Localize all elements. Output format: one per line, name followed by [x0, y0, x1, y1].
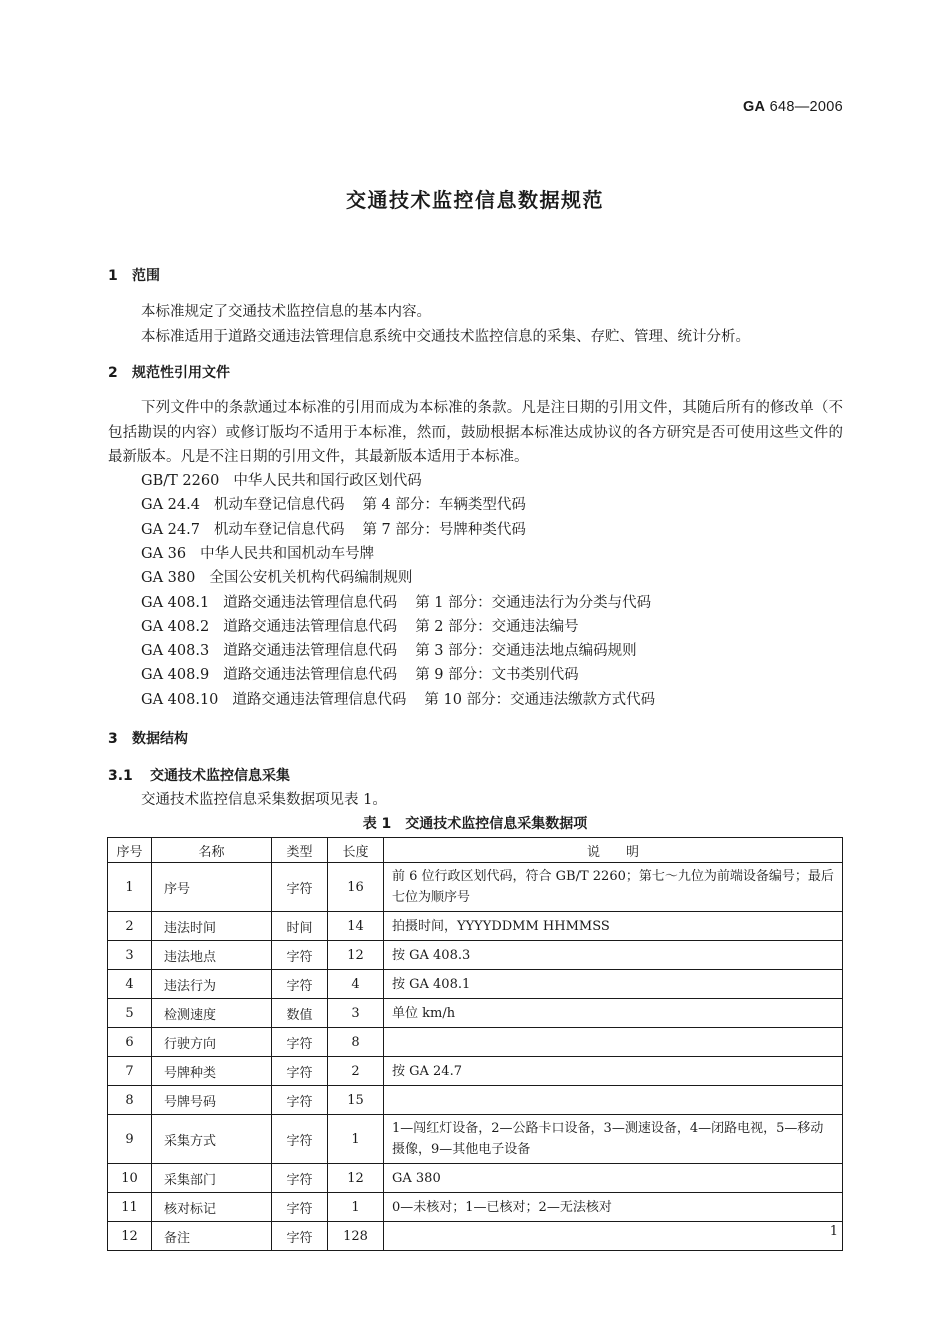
reference-part: 第 4 部分：车辆类型代码	[362, 497, 526, 514]
document-code-prefix: GA	[742, 99, 766, 115]
section-title: 交通技术监控信息采集	[150, 768, 290, 784]
cell-length: 4	[328, 970, 384, 999]
column-header-no: 序号	[108, 838, 152, 863]
cell-length: 2	[328, 1057, 384, 1086]
cell-name: 号牌种类	[152, 1057, 272, 1086]
table-row	[108, 1057, 843, 1086]
reference-title: 道路交通违法管理信息代码	[223, 618, 398, 635]
cell-number: 1	[108, 863, 152, 912]
reference-item	[141, 542, 374, 563]
cell-number: 11	[108, 1193, 152, 1222]
reference-item	[141, 469, 422, 490]
reference-item	[141, 518, 526, 539]
reference-code: GA 408.10	[141, 691, 219, 708]
reference-title: 机动车登记信息代码	[213, 497, 345, 514]
cell-description	[384, 1028, 843, 1057]
cell-type: 字符	[272, 1164, 328, 1193]
cell-name: 违法行为	[152, 970, 272, 999]
cell-type: 字符	[272, 1193, 328, 1222]
cell-name: 采集方式	[152, 1115, 272, 1164]
cell-type: 数值	[272, 999, 328, 1028]
cell-name: 号牌号码	[152, 1086, 272, 1115]
cell-description: 1—闯红灯设备，2—公路卡口设备，3—测速设备，4—闭路电视，5—移动摄像，9—其他电子设备	[384, 1115, 843, 1164]
reference-item	[141, 591, 651, 612]
section-title: 数据结构	[132, 731, 188, 747]
cell-number: 7	[108, 1057, 152, 1086]
cell-description: 前 6 位行政区划代码，符合 GB/T 2260；第七～九位为前端设备编号；最后七位为顺序号	[384, 863, 843, 912]
section-title: 规范性引用文件	[132, 365, 230, 381]
table-row	[108, 912, 843, 941]
cell-type: 字符	[272, 863, 328, 912]
section-number: 2	[108, 365, 118, 381]
cell-length: 14	[328, 912, 384, 941]
cell-description	[384, 1086, 843, 1115]
reference-title: 机动车登记信息代码	[213, 521, 345, 538]
reference-code: GA 408.2	[141, 618, 210, 635]
cell-length: 16	[328, 863, 384, 912]
cell-type: 字符	[272, 970, 328, 999]
cell-name: 备注	[152, 1222, 272, 1251]
reference-part: 第 7 部分：号牌种类代码	[362, 521, 526, 538]
reference-part: 第 1 部分：交通违法行为分类与代码	[415, 594, 652, 611]
reference-title: 道路交通违法管理信息代码	[223, 643, 398, 660]
reference-code: GA 24.4	[141, 497, 200, 514]
cell-name: 采集部门	[152, 1164, 272, 1193]
page-title: 交通技术监控信息数据规范	[346, 188, 604, 212]
reference-code: GA 380	[141, 570, 196, 587]
cell-name: 检测速度	[152, 999, 272, 1028]
cell-description: 单位 km/h	[384, 999, 843, 1028]
page-number: 1	[829, 1224, 838, 1239]
table-row	[108, 941, 843, 970]
cell-name: 违法地点	[152, 941, 272, 970]
cell-length: 12	[328, 941, 384, 970]
table-row	[108, 1086, 843, 1115]
reference-code: GA 408.1	[141, 594, 210, 611]
section-2-heading	[108, 362, 230, 382]
reference-title: 道路交通违法管理信息代码	[223, 667, 398, 684]
reference-item	[141, 615, 579, 636]
cell-type: 字符	[272, 1086, 328, 1115]
reference-title: 道路交通违法管理信息代码	[232, 691, 407, 708]
reference-part: 第 10 部分：交通违法缴款方式代码	[424, 691, 656, 708]
table-row	[108, 1193, 843, 1222]
reference-code: GB/T 2260	[141, 473, 220, 489]
data-items-table	[107, 837, 843, 1251]
cell-number: 8	[108, 1086, 152, 1115]
cell-number: 12	[108, 1222, 152, 1251]
reference-code: GA 36	[141, 545, 187, 562]
table-row	[108, 1222, 843, 1251]
cell-length: 8	[328, 1028, 384, 1057]
cell-type: 字符	[272, 1057, 328, 1086]
cell-description: 按 GA 408.1	[384, 970, 843, 999]
section-number: 3.1	[108, 768, 133, 784]
section-3-1-heading	[108, 765, 290, 785]
cell-length: 12	[328, 1164, 384, 1193]
reference-code: GA 408.3	[141, 643, 210, 660]
table-row	[108, 863, 843, 912]
cell-description: 按 GA 24.7	[384, 1057, 843, 1086]
document-code-number: 648—2006	[765, 99, 843, 115]
section-title: 范围	[132, 268, 160, 284]
cell-description: 拍摄时间，YYYYDDMM HHMMSS	[384, 912, 843, 941]
reference-item	[141, 493, 526, 514]
reference-code: GA 408.9	[141, 667, 210, 684]
cell-number: 5	[108, 999, 152, 1028]
document-code	[743, 99, 843, 115]
reference-part: 第 3 部分：交通违法地点编码规则	[415, 643, 637, 660]
cell-name: 核对标记	[152, 1193, 272, 1222]
cell-number: 10	[108, 1164, 152, 1193]
reference-item	[141, 566, 412, 587]
cell-number: 6	[108, 1028, 152, 1057]
reference-title: 道路交通违法管理信息代码	[223, 594, 398, 611]
table-row	[108, 1028, 843, 1057]
cell-number: 2	[108, 912, 152, 941]
section-3-heading	[108, 728, 188, 748]
reference-item	[141, 639, 637, 660]
cell-type: 字符	[272, 941, 328, 970]
table-header-row	[108, 838, 843, 863]
section-1-heading	[108, 265, 160, 285]
reference-code: GA 24.7	[141, 521, 200, 538]
reference-title: 中华人民共和国行政区划代码	[233, 473, 422, 489]
cell-name: 行驶方向	[152, 1028, 272, 1057]
reference-item	[141, 663, 579, 684]
table-row	[108, 1164, 843, 1193]
reference-part: 第 9 部分：文书类别代码	[415, 667, 579, 684]
table-row	[108, 999, 843, 1028]
references-intro: 下列文件中的条款通过本标准的引用而成为本标准的条款。凡是注日期的引用文件，其随后所有的修改单（不包括勘误的内容）或修订版均不适用于本标准，然而，鼓励根据本标准达成协议的各方研究是否可使用这些文件的最新版本。凡是不注日期的引用文件，其最新版本适用于本标准。	[108, 400, 843, 465]
table-caption: 表 1 交通技术监控信息采集数据项	[362, 816, 588, 832]
table-reference-text: 交通技术监控信息采集数据项见表 1。	[141, 792, 387, 808]
cell-type: 时间	[272, 912, 328, 941]
cell-description: 按 GA 408.3	[384, 941, 843, 970]
section-number: 1	[108, 268, 118, 284]
cell-length: 1	[328, 1115, 384, 1164]
scope-paragraph: 本标准适用于道路交通违法管理信息系统中交通技术监控信息的采集、存贮、管理、统计分析。	[141, 329, 750, 345]
reference-item	[141, 688, 655, 709]
column-header-length: 长度	[328, 838, 384, 863]
reference-title: 全国公安机关机构代码编制规则	[209, 570, 413, 587]
column-header-type: 类型	[272, 838, 328, 863]
cell-number: 4	[108, 970, 152, 999]
cell-number: 3	[108, 941, 152, 970]
cell-length: 3	[328, 999, 384, 1028]
cell-type: 字符	[272, 1115, 328, 1164]
cell-length: 1	[328, 1193, 384, 1222]
table-row	[108, 1115, 843, 1164]
reference-title: 中华人民共和国机动车号牌	[200, 545, 375, 562]
cell-name: 序号	[152, 863, 272, 912]
reference-part: 第 2 部分：交通违法编号	[415, 618, 579, 635]
column-header-name: 名称	[152, 838, 272, 863]
cell-length: 15	[328, 1086, 384, 1115]
scope-paragraph: 本标准规定了交通技术监控信息的基本内容。	[141, 304, 431, 320]
cell-description: GA 380	[384, 1164, 843, 1193]
section-number: 3	[108, 731, 118, 747]
cell-type: 字符	[272, 1028, 328, 1057]
cell-length: 128	[328, 1222, 384, 1251]
cell-number: 9	[108, 1115, 152, 1164]
cell-type: 字符	[272, 1222, 328, 1251]
cell-description: 0—未核对；1—已核对；2—无法核对	[384, 1193, 843, 1222]
table-row	[108, 970, 843, 999]
cell-description	[384, 1222, 843, 1251]
cell-name: 违法时间	[152, 912, 272, 941]
column-header-description: 说 明	[384, 838, 843, 863]
